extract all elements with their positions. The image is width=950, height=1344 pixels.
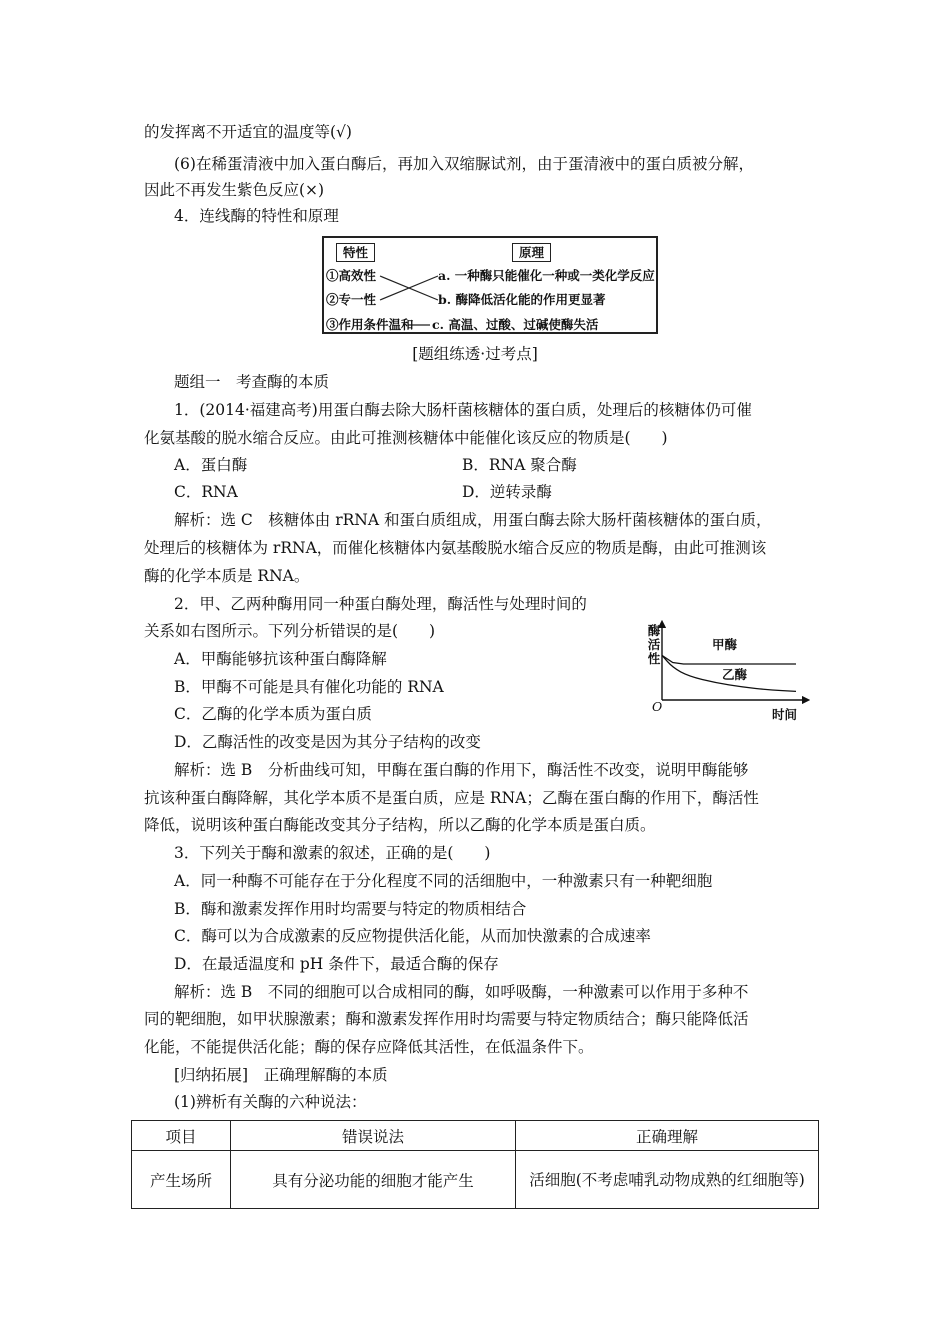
summary-subtitle: (1)辨析有关酶的六种说法： [174, 1093, 367, 1111]
right-item: b. 酶降低活化能的作用更显著 [438, 292, 606, 307]
option-a: A．甲酶能够抗该种蛋白酶降解 [174, 650, 387, 668]
answer-text: 处理后的核糖体为 rRNA，而催化核糖体内氨基酸脱水缩合反应的物质是酶，由此可推测该 [144, 539, 767, 557]
option-c: C．酶可以为合成激素的反应物提供活化能，从而加快激素的合成速率 [174, 927, 651, 945]
text-line: 4．连线酶的特性和原理 [174, 207, 339, 225]
question-stem: 3．下列关于酶和激素的叙述，正确的是( ) [174, 844, 491, 862]
enzyme-activity-chart [640, 620, 810, 730]
option-b: B．RNA 聚合酶 [462, 456, 577, 474]
origin-label: O [652, 699, 663, 714]
right-item: a. 一种酶只能催化一种或一类化学反应 [438, 268, 655, 283]
option-d: D．乙酶活性的改变是因为其分子结构的改变 [174, 733, 481, 751]
table-header-cell: 项目 [132, 1121, 231, 1151]
section-heading: [题组练透·过考点] [412, 345, 538, 363]
answer-text: 解析：选 B 不同的细胞可以合成相同的酶，如呼吸酶，一种激素可以作用于多种不 [174, 983, 749, 1001]
left-item: ③作用条件温和 [326, 317, 414, 332]
table-header-cell: 错误说法 [231, 1121, 516, 1151]
series-label-yi: 乙酶 [722, 667, 748, 682]
table-cell: 具有分泌功能的细胞才能产生 [231, 1151, 516, 1209]
answer-text: 降低，说明该种蛋白酶能改变其分子结构，所以乙酶的化学本质是蛋白质。 [144, 816, 656, 834]
table-header-cell: 正确理解 [516, 1121, 819, 1151]
text-line: 的发挥离不开适宜的温度等(√) [144, 123, 352, 141]
option-a: A．蛋白酶 [174, 456, 248, 474]
option-c: C．RNA [174, 483, 238, 501]
question-stem: 2．甲、乙两种酶用同一种蛋白酶处理，酶活性与处理时间的 [174, 595, 587, 613]
answer-text: 同的靶细胞，如甲状腺激素；酶和激素发挥作用时均需要与特定物质结合；酶只能降低活 [144, 1010, 749, 1028]
summary-title: [归纳拓展] 正确理解酶的本质 [174, 1066, 388, 1084]
answer-text: 化能，不能提供活化能；酶的保存应降低其活性，在低温条件下。 [144, 1038, 594, 1056]
option-d: D．在最适温度和 pH 条件下，最适合酶的保存 [174, 955, 499, 973]
table-cell: 活细胞(不考虑哺乳动物成熟的红细胞等) [516, 1151, 819, 1209]
group-title: 题组一 考查酶的本质 [174, 373, 330, 391]
option-b: B．酶和激素发挥作用时均需要与特定的物质相结合 [174, 900, 527, 918]
table-cell: 产生场所 [132, 1151, 231, 1209]
text-line: 因此不再发生紫色反应(×) [144, 181, 325, 199]
option-b: B．甲酶不可能是具有催化功能的 RNA [174, 678, 444, 696]
series-label-jia: 甲酶 [712, 637, 738, 652]
y-axis-label: 酶活性 [647, 623, 661, 666]
left-item: ②专一性 [326, 292, 377, 307]
answer-text: 解析：选 C 核糖体由 rRNA 和蛋白质组成，用蛋白酶去除大肠杆菌核糖体的蛋白质， [174, 511, 772, 529]
question-stem: 关系如右图所示。下列分析错误的是( ) [144, 622, 436, 640]
left-item: ①高效性 [326, 268, 377, 283]
left-header: 特性 [336, 243, 375, 262]
right-header: 原理 [512, 243, 551, 262]
matching-diagram [322, 236, 658, 334]
answer-text: 抗该种蛋白酶降解，其化学本质不是蛋白质，应是 RNA；乙酶在蛋白酶的作用下，酶活性 [144, 789, 759, 807]
enzyme-table [131, 1120, 819, 1209]
option-c: C．乙酶的化学本质为蛋白质 [174, 705, 372, 723]
right-item: c. 高温、过酸、过碱使酶失活 [432, 317, 599, 332]
question-stem: 1．(2014·福建高考)用蛋白酶去除大肠杆菌核糖体的蛋白质，处理后的核糖体仍可催 [174, 401, 752, 419]
question-stem: 化氨基酸的脱水缩合反应。由此可推测核糖体中能催化该反应的物质是( ) [144, 429, 668, 447]
text-line: (6)在稀蛋清液中加入蛋白酶后，再加入双缩脲试剂，由于蛋清液中的蛋白质被分解， [174, 155, 754, 173]
answer-text: 解析：选 B 分析曲线可知，甲酶在蛋白酶的作用下，酶活性不改变，说明甲酶能够 [174, 761, 749, 779]
answer-text: 酶的化学本质是 RNA。 [144, 567, 310, 585]
option-d: D．逆转录酶 [462, 483, 552, 501]
option-a: A．同一种酶不可能存在于分化程度不同的活细胞中，一种激素只有一种靶细胞 [174, 872, 713, 890]
table-header-row [132, 1121, 819, 1151]
x-axis-label: 时间 [772, 707, 798, 722]
table-row [132, 1151, 819, 1209]
series-line-jia [662, 655, 796, 664]
